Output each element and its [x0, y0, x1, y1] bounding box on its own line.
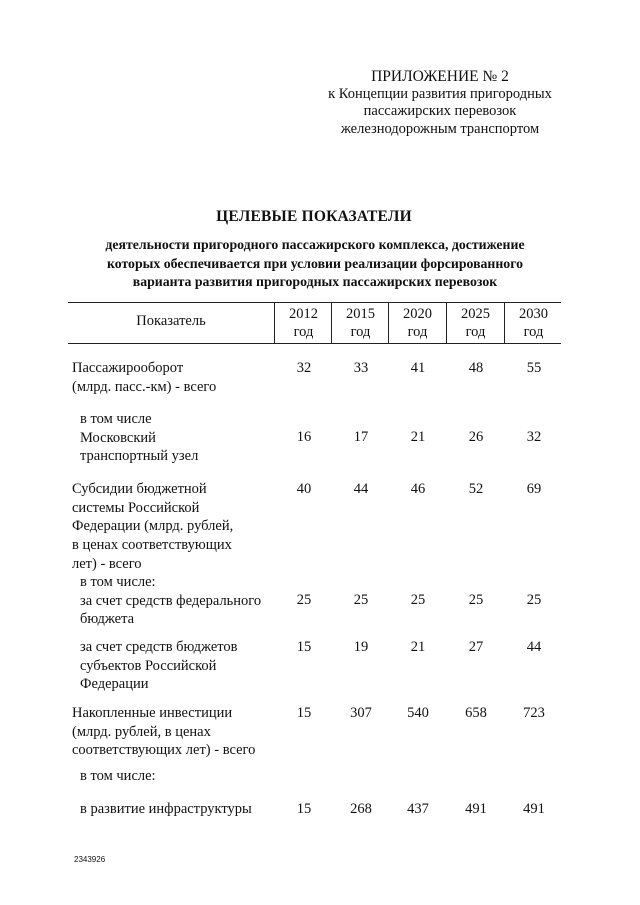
- table-cell: 268: [350, 801, 372, 817]
- row-label: [80, 800, 252, 819]
- table-cell: 540: [407, 705, 429, 721]
- row-label-line: системы Российской: [72, 499, 200, 516]
- page-subtitle: [60, 236, 570, 292]
- year-column-header: [389, 305, 446, 341]
- table-cell: 25: [296, 592, 312, 608]
- table-cell: 15: [296, 639, 312, 655]
- row-label-line: (млрд. рублей, в ценах: [72, 723, 211, 740]
- subtitle-line: деятельности пригородного пассажирского комплекса, достижение: [105, 237, 525, 252]
- row-label: [72, 704, 255, 760]
- table-cell: 25: [468, 592, 484, 608]
- row-label-line: в том числе:: [80, 768, 156, 784]
- year-column-header: [447, 305, 504, 341]
- table-cell: 40: [296, 481, 312, 497]
- year-unit: год: [407, 324, 428, 340]
- year-column-header: [505, 305, 562, 341]
- year-value: 2020: [403, 306, 432, 322]
- year-unit: год: [523, 324, 544, 340]
- row-label-line: бюджета: [80, 611, 135, 628]
- row-label-line: Федерации: [80, 676, 149, 693]
- table-cell: 723: [523, 705, 545, 721]
- table-top-rule: [68, 302, 561, 303]
- page-title: ЦЕЛЕВЫЕ ПОКАЗАТЕЛИ: [216, 208, 412, 225]
- row-label: [80, 573, 261, 629]
- row-label-line: Накопленные инвестиции: [72, 705, 233, 721]
- row-label: [80, 767, 156, 786]
- table-cell: 44: [526, 639, 542, 655]
- table-cell: 19: [353, 639, 369, 655]
- table-cell: 658: [465, 705, 487, 721]
- table-cell: 41: [410, 360, 426, 376]
- indicator-column-header: Показатель: [136, 313, 206, 329]
- year-unit: год: [465, 324, 486, 340]
- table-cell: 16: [296, 429, 312, 445]
- table-cell: 33: [353, 360, 369, 376]
- year-column-header: [332, 305, 389, 341]
- year-value: 2030: [519, 306, 548, 322]
- table-cell: 17: [353, 429, 369, 445]
- table-cell: 21: [410, 429, 426, 445]
- appendix-line: пассажирских перевозок: [363, 103, 517, 119]
- table-header-rule: [68, 343, 561, 344]
- year-value: 2025: [461, 306, 490, 322]
- appendix-line: к Концепции развития пригородных: [328, 85, 552, 102]
- table-cell: 46: [410, 481, 426, 497]
- row-label-line: в том числе:: [80, 574, 156, 590]
- subtitle-line: варианта развития пригородных пассажирских перевозок: [132, 274, 498, 289]
- table-cell: 491: [523, 801, 545, 817]
- appendix-number: ПРИЛОЖЕНИЕ № 2: [371, 68, 509, 85]
- row-label-line: за счет средств федерального: [80, 592, 262, 609]
- row-label-line: Московский: [80, 429, 156, 446]
- row-label-line: (млрд. пасс.-км) - всего: [72, 378, 217, 395]
- year-value: 2015: [346, 306, 375, 322]
- subtitle-line: которых обеспечивается при условии реализации форсированного: [106, 255, 524, 271]
- row-label-line: в развитие инфраструктуры: [80, 801, 252, 817]
- row-label: [72, 480, 233, 574]
- table-cell: 69: [526, 481, 542, 497]
- row-label: [72, 359, 216, 396]
- row-label-line: субъектов Российской: [80, 657, 217, 674]
- table-cell: 307: [350, 705, 372, 721]
- table-cell: 15: [296, 705, 312, 721]
- table-cell: 52: [468, 481, 484, 497]
- table-cell: 437: [407, 801, 429, 817]
- table-cell: 15: [296, 801, 312, 817]
- row-label-line: транспортный узел: [80, 448, 199, 465]
- table-cell: 25: [353, 592, 369, 608]
- table-cell: 27: [468, 639, 484, 655]
- table-cell: 48: [468, 360, 484, 376]
- row-label-line: лет) - всего: [72, 555, 142, 572]
- row-label-line: Пассажирооборот: [72, 360, 184, 376]
- row-label-line: в том числе: [80, 411, 152, 427]
- row-label: [80, 410, 198, 466]
- document-number: 2343926: [74, 855, 106, 864]
- year-unit: год: [350, 324, 371, 340]
- year-column-header: [275, 305, 332, 341]
- table-cell: 32: [296, 360, 312, 376]
- table-cell: 491: [465, 801, 487, 817]
- appendix-header: [290, 68, 590, 138]
- row-label-line: Субсидии бюджетной: [72, 481, 207, 497]
- table-cell: 21: [410, 639, 426, 655]
- row-label: [80, 638, 238, 694]
- year-unit: год: [293, 324, 314, 340]
- appendix-line: железнодорожным транспортом: [340, 120, 540, 137]
- row-label-line: Федерации (млрд. рублей,: [72, 518, 234, 535]
- row-label-line: соответствующих лет) - всего: [72, 742, 256, 759]
- year-value: 2012: [289, 306, 318, 322]
- table-cell: 25: [526, 592, 542, 608]
- table-cell: 26: [468, 429, 484, 445]
- row-label-line: за счет средств бюджетов: [80, 639, 238, 655]
- table-cell: 32: [526, 429, 542, 445]
- row-label-line: в ценах соответствующих: [72, 537, 232, 554]
- table-cell: 44: [353, 481, 369, 497]
- table-cell: 25: [410, 592, 426, 608]
- table-cell: 55: [526, 360, 542, 376]
